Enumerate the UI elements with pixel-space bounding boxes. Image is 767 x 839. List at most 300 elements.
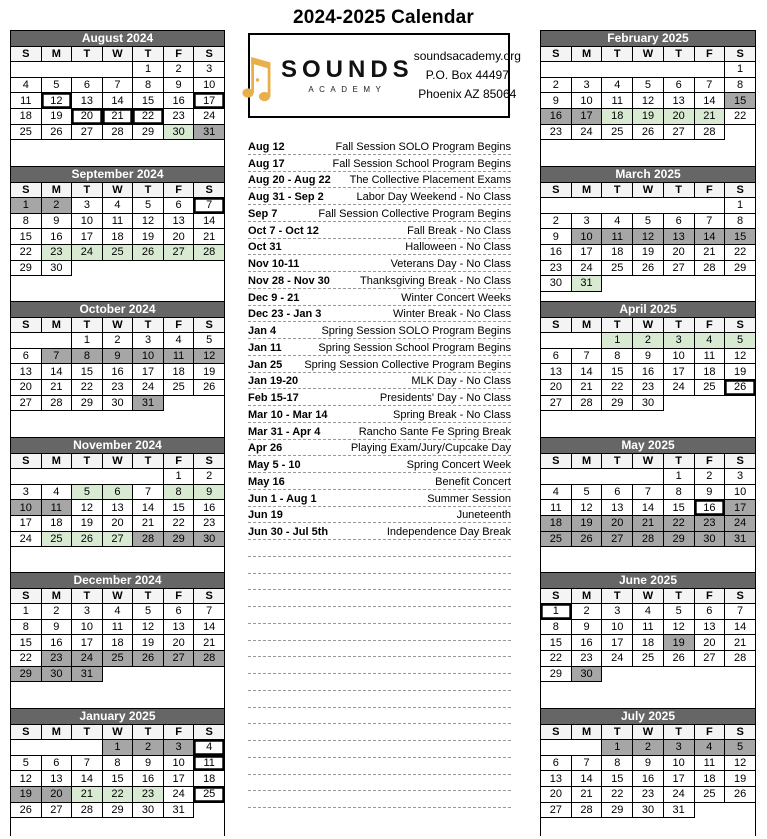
day-cell: 21 [725, 635, 756, 651]
day-cell: 10 [163, 755, 194, 771]
day-cell: 1 [541, 604, 572, 620]
day-cell: 10 [72, 619, 103, 635]
blank-cell [541, 740, 602, 756]
day-cell: 12 [725, 348, 756, 364]
day-cell: 18 [694, 364, 725, 380]
day-cell: 8 [163, 484, 194, 500]
day-cell: 22 [102, 786, 133, 802]
day-cell: 13 [663, 229, 694, 245]
event-description: Benefit Concert [435, 475, 511, 488]
day-cell: 5 [72, 484, 103, 500]
day-cell: 3 [72, 604, 103, 620]
event-date: Oct 7 - Oct 12 [248, 224, 319, 237]
day-cell: 16 [571, 635, 602, 651]
day-cell: 11 [694, 348, 725, 364]
day-cell: 31 [725, 531, 756, 547]
event-row [248, 389, 511, 406]
day-cell: 20 [541, 786, 572, 802]
day-cell: 4 [102, 604, 133, 620]
calendar-column-left [10, 30, 225, 836]
day-cell: 6 [602, 484, 633, 500]
weekday-header: T [602, 453, 633, 469]
day-cell: 24 [163, 786, 194, 802]
day-cell: 4 [694, 333, 725, 349]
day-cell: 21 [102, 108, 133, 124]
weekday-header: F [163, 724, 194, 740]
day-cell: 21 [694, 244, 725, 260]
month-february-2025 [540, 30, 756, 140]
day-cell: 7 [194, 604, 225, 620]
day-cell: 20 [663, 108, 694, 124]
weekday-header: W [102, 588, 133, 604]
weekday-header: W [102, 724, 133, 740]
day-cell: 5 [194, 333, 225, 349]
day-cell: 11 [541, 500, 572, 516]
weekday-header: W [102, 46, 133, 62]
day-cell: 11 [633, 619, 664, 635]
calendar-column-right [540, 30, 756, 836]
month-september-2024 [10, 166, 225, 276]
day-cell: 24 [571, 260, 602, 276]
day-cell: 6 [541, 348, 572, 364]
event-date: Nov 28 - Nov 30 [248, 274, 330, 287]
day-cell: 9 [694, 484, 725, 500]
blank-cell [541, 198, 725, 214]
event-description: Juneteenth [456, 509, 511, 522]
weekday-header: S [194, 46, 225, 62]
day-cell: 17 [663, 771, 694, 787]
day-cell: 2 [633, 740, 664, 756]
day-cell: 30 [41, 666, 72, 682]
weekday-header: S [194, 724, 225, 740]
day-cell: 15 [602, 364, 633, 380]
month-title: June 2025 [541, 573, 756, 589]
event-row [248, 523, 511, 540]
day-cell: 15 [725, 93, 756, 109]
day-cell: 3 [194, 62, 225, 78]
event-date: Mar 10 - Mar 14 [248, 408, 328, 421]
month-december-2024 [10, 572, 225, 682]
event-row [248, 490, 511, 507]
day-cell: 12 [72, 500, 103, 516]
day-cell: 16 [694, 500, 725, 516]
logo-box [248, 33, 521, 118]
day-cell: 28 [725, 650, 756, 666]
day-cell: 1 [11, 198, 42, 214]
day-cell: 7 [194, 198, 225, 214]
day-cell: 28 [694, 260, 725, 276]
day-cell: 6 [541, 755, 572, 771]
logo-website: soundsacademy.org [413, 49, 521, 63]
day-cell: 10 [602, 619, 633, 635]
empty-event-row [248, 741, 511, 758]
day-cell: 28 [102, 124, 133, 140]
empty-cell [725, 124, 756, 140]
day-cell: 17 [163, 771, 194, 787]
day-cell: 24 [602, 650, 633, 666]
day-cell: 26 [41, 124, 72, 140]
weekday-header: T [602, 46, 633, 62]
day-cell: 3 [571, 213, 602, 229]
month-july-2025 [540, 708, 756, 818]
day-cell: 13 [102, 500, 133, 516]
day-cell: 12 [571, 500, 602, 516]
day-cell: 8 [663, 484, 694, 500]
page-title: 2024-2025 Calendar [292, 7, 475, 28]
weekday-header: F [163, 182, 194, 198]
day-cell: 8 [102, 755, 133, 771]
day-cell: 6 [163, 604, 194, 620]
day-cell: 5 [725, 333, 756, 349]
day-cell: 26 [133, 244, 164, 260]
event-row [248, 507, 511, 524]
day-cell: 5 [633, 77, 664, 93]
day-cell: 8 [133, 77, 164, 93]
day-cell: 16 [133, 771, 164, 787]
day-cell: 14 [694, 93, 725, 109]
event-row [248, 239, 511, 256]
day-cell: 30 [694, 531, 725, 547]
logo-po-box: P.O. Box 44497 [425, 68, 509, 82]
day-cell: 9 [41, 619, 72, 635]
weekday-header: S [725, 453, 756, 469]
day-cell: 13 [663, 93, 694, 109]
weekday-header: S [194, 453, 225, 469]
day-cell: 4 [194, 740, 225, 756]
empty-cell [602, 666, 756, 682]
day-cell: 27 [72, 124, 103, 140]
day-cell: 11 [102, 213, 133, 229]
day-cell: 7 [725, 604, 756, 620]
day-cell: 26 [725, 379, 756, 395]
weekday-header: S [541, 46, 572, 62]
day-cell: 5 [633, 213, 664, 229]
day-cell: 14 [194, 619, 225, 635]
event-date: Jan 4 [248, 325, 277, 337]
day-cell: 17 [133, 364, 164, 380]
day-cell: 22 [11, 650, 42, 666]
day-cell: 14 [571, 364, 602, 380]
day-cell: 14 [725, 619, 756, 635]
empty-cell [102, 666, 224, 682]
day-cell: 21 [41, 379, 72, 395]
day-cell: 1 [725, 62, 756, 78]
day-cell: 23 [571, 650, 602, 666]
weekday-header: S [541, 724, 572, 740]
logo-wordmark [281, 57, 414, 94]
day-cell: 1 [72, 333, 103, 349]
day-cell: 29 [72, 395, 103, 411]
day-cell: 28 [571, 802, 602, 818]
day-cell: 20 [102, 515, 133, 531]
event-date: Jun 19 [248, 509, 283, 522]
event-row [248, 138, 511, 155]
day-cell: 29 [541, 666, 572, 682]
day-cell: 19 [41, 108, 72, 124]
day-cell: 18 [163, 364, 194, 380]
day-cell: 6 [72, 77, 103, 93]
day-cell: 11 [163, 348, 194, 364]
month-title: November 2024 [11, 438, 225, 454]
day-cell: 18 [633, 635, 664, 651]
event-row [248, 473, 511, 490]
event-description: Labor Day Weekend - No Class [356, 191, 511, 203]
day-cell: 20 [41, 786, 72, 802]
day-cell: 17 [571, 108, 602, 124]
day-cell: 27 [41, 802, 72, 818]
day-cell: 18 [602, 244, 633, 260]
event-description: Fall Session School Program Begins [332, 157, 511, 170]
weekday-header: M [41, 724, 72, 740]
day-cell: 21 [633, 515, 664, 531]
weekday-header: F [694, 182, 725, 198]
day-cell: 29 [602, 395, 633, 411]
day-cell: 3 [72, 198, 103, 214]
day-cell: 15 [102, 771, 133, 787]
weekday-header: T [72, 588, 103, 604]
month-october-2024 [10, 301, 225, 411]
weekday-header: S [11, 46, 42, 62]
event-row [248, 373, 511, 390]
day-cell: 27 [541, 802, 572, 818]
weekday-header: W [633, 182, 664, 198]
day-cell: 7 [41, 348, 72, 364]
event-description: Spring Session Collective Program Begins [304, 358, 511, 371]
day-cell: 4 [602, 77, 633, 93]
day-cell: 15 [541, 635, 572, 651]
day-cell: 22 [11, 244, 42, 260]
day-cell: 20 [602, 515, 633, 531]
day-cell: 22 [725, 108, 756, 124]
day-cell: 17 [725, 500, 756, 516]
weekday-header: W [102, 453, 133, 469]
day-cell: 25 [11, 124, 42, 140]
day-cell: 4 [102, 198, 133, 214]
day-cell: 15 [663, 500, 694, 516]
day-cell: 1 [11, 604, 42, 620]
empty-event-row [248, 540, 511, 557]
weekday-header: W [102, 182, 133, 198]
day-cell: 28 [694, 124, 725, 140]
day-cell: 7 [72, 755, 103, 771]
day-cell: 23 [194, 515, 225, 531]
day-cell: 28 [133, 531, 164, 547]
day-cell: 23 [633, 379, 664, 395]
day-cell: 4 [11, 77, 42, 93]
day-cell: 8 [602, 755, 633, 771]
month-april-2025 [540, 301, 756, 411]
event-date: Aug 12 [248, 140, 285, 153]
month-title: October 2024 [11, 302, 225, 318]
weekday-header: S [11, 317, 42, 333]
event-date: Jan 11 [248, 341, 282, 354]
event-date: Aug 20 - Aug 22 [248, 174, 331, 187]
day-cell: 15 [602, 771, 633, 787]
day-cell: 1 [602, 333, 633, 349]
weekday-header: W [633, 46, 664, 62]
day-cell: 2 [41, 198, 72, 214]
events-list [248, 138, 511, 808]
empty-event-row [248, 607, 511, 624]
day-cell: 31 [194, 124, 225, 140]
event-description: Spring Session SOLO Program Begins [321, 325, 511, 337]
weekday-header: S [11, 724, 42, 740]
day-cell: 7 [102, 77, 133, 93]
day-cell: 29 [11, 666, 42, 682]
day-cell: 30 [41, 260, 72, 276]
event-row [248, 289, 511, 306]
day-cell: 16 [541, 108, 572, 124]
day-cell: 18 [541, 515, 572, 531]
day-cell: 11 [41, 500, 72, 516]
day-cell: 11 [102, 619, 133, 635]
weekday-header: F [163, 453, 194, 469]
day-cell: 19 [633, 108, 664, 124]
weekday-header: W [102, 317, 133, 333]
logo-address [414, 47, 521, 104]
day-cell: 13 [694, 619, 725, 635]
day-cell: 30 [571, 666, 602, 682]
event-date: Jun 1 - Aug 1 [248, 492, 317, 505]
weekday-header: M [41, 182, 72, 198]
event-date: Sep 7 [248, 207, 278, 220]
day-cell: 9 [102, 348, 133, 364]
weekday-header: T [133, 724, 164, 740]
day-cell: 15 [133, 93, 164, 109]
day-cell: 27 [11, 395, 42, 411]
day-cell: 11 [602, 229, 633, 245]
day-cell: 31 [72, 666, 103, 682]
event-date: Dec 9 - 21 [248, 291, 300, 304]
day-cell: 17 [72, 229, 103, 245]
weekday-header: W [633, 453, 664, 469]
music-note-icon [241, 50, 275, 102]
day-cell: 21 [72, 786, 103, 802]
day-cell: 18 [102, 635, 133, 651]
day-cell: 10 [571, 93, 602, 109]
event-description: Fall Session Collective Program Begins [318, 207, 511, 220]
month-may-2025 [540, 437, 756, 547]
weekday-header: M [41, 453, 72, 469]
day-cell: 15 [163, 500, 194, 516]
empty-event-row [248, 657, 511, 674]
weekday-header: S [725, 182, 756, 198]
weekday-header: T [663, 724, 694, 740]
day-cell: 14 [41, 364, 72, 380]
day-cell: 31 [571, 276, 602, 292]
day-cell: 19 [663, 635, 694, 651]
day-cell: 12 [725, 755, 756, 771]
day-cell: 21 [694, 108, 725, 124]
blank-cell [541, 62, 725, 78]
weekday-header: T [602, 588, 633, 604]
day-cell: 7 [571, 755, 602, 771]
day-cell: 6 [41, 755, 72, 771]
day-cell: 18 [194, 771, 225, 787]
event-date: Aug 17 [248, 157, 285, 170]
day-cell: 3 [11, 484, 42, 500]
day-cell: 19 [725, 771, 756, 787]
empty-cell [694, 802, 755, 818]
weekday-header: F [694, 317, 725, 333]
day-cell: 2 [102, 333, 133, 349]
day-cell: 17 [72, 635, 103, 651]
day-cell: 23 [163, 108, 194, 124]
weekday-header: T [72, 182, 103, 198]
day-cell: 4 [633, 604, 664, 620]
event-date: Dec 23 - Jan 3 [248, 308, 322, 321]
day-cell: 2 [694, 469, 725, 485]
day-cell: 6 [694, 604, 725, 620]
event-date: May 16 [248, 475, 285, 488]
blank-cell [11, 333, 72, 349]
day-cell: 14 [133, 500, 164, 516]
day-cell: 24 [133, 379, 164, 395]
logo-subname: ACADEMY [308, 85, 387, 94]
day-cell: 29 [102, 802, 133, 818]
event-date: Apr 26 [248, 442, 283, 455]
day-cell: 3 [571, 77, 602, 93]
day-cell: 16 [633, 364, 664, 380]
day-cell: 11 [11, 93, 42, 109]
day-cell: 5 [41, 77, 72, 93]
day-cell: 12 [633, 93, 664, 109]
weekday-header: F [694, 453, 725, 469]
month-title: February 2025 [541, 31, 756, 47]
day-cell: 1 [602, 740, 633, 756]
day-cell: 7 [633, 484, 664, 500]
weekday-header: S [725, 588, 756, 604]
day-cell: 20 [72, 108, 103, 124]
day-cell: 28 [72, 802, 103, 818]
day-cell: 13 [163, 619, 194, 635]
weekday-header: T [663, 182, 694, 198]
day-cell: 19 [72, 515, 103, 531]
day-cell: 26 [72, 531, 103, 547]
day-cell: 27 [663, 260, 694, 276]
day-cell: 12 [133, 619, 164, 635]
day-cell: 14 [633, 500, 664, 516]
day-cell: 14 [102, 93, 133, 109]
day-cell: 31 [133, 395, 164, 411]
day-cell: 10 [72, 213, 103, 229]
day-cell: 26 [571, 531, 602, 547]
weekday-header: S [541, 453, 572, 469]
day-cell: 26 [725, 786, 756, 802]
empty-event-row [248, 590, 511, 607]
blank-cell [11, 469, 164, 485]
day-cell: 14 [72, 771, 103, 787]
day-cell: 19 [194, 364, 225, 380]
day-cell: 5 [725, 740, 756, 756]
day-cell: 22 [725, 244, 756, 260]
day-cell: 12 [11, 771, 42, 787]
day-cell: 20 [163, 229, 194, 245]
month-title: May 2025 [541, 438, 756, 454]
day-cell: 17 [11, 515, 42, 531]
event-date: Jan 25 [248, 358, 283, 371]
day-cell: 13 [541, 771, 572, 787]
empty-cell [72, 260, 225, 276]
day-cell: 21 [571, 786, 602, 802]
day-cell: 30 [194, 531, 225, 547]
day-cell: 20 [541, 379, 572, 395]
day-cell: 20 [663, 244, 694, 260]
day-cell: 20 [11, 379, 42, 395]
weekday-header: T [602, 182, 633, 198]
day-cell: 23 [41, 650, 72, 666]
day-cell: 9 [194, 484, 225, 500]
